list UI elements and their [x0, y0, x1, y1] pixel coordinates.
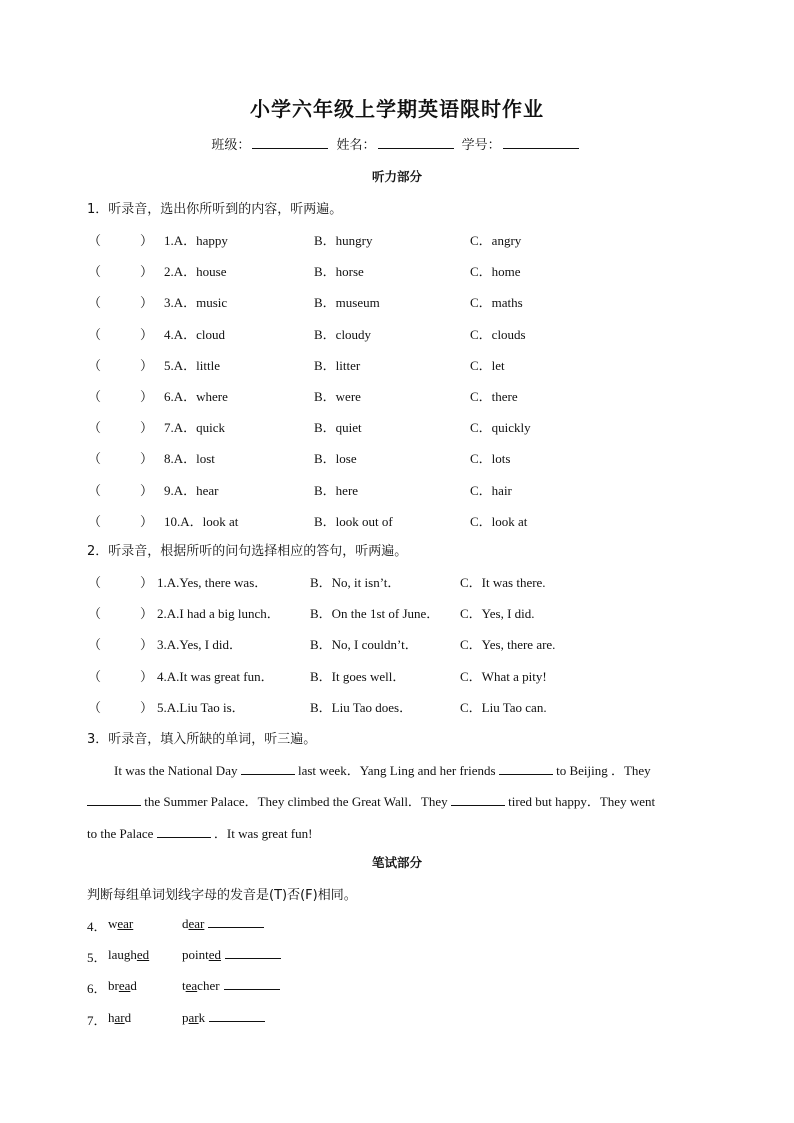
fill-blank-4[interactable]: [451, 794, 505, 806]
option-a: 10.A．look at: [164, 513, 239, 529]
underlined-letters: ea: [185, 978, 198, 994]
option-b: B．quiet: [314, 420, 362, 436]
option-c: C．quickly: [470, 420, 531, 436]
underlined-letters: ear: [117, 916, 134, 931]
answer-paren-close: ）: [140, 699, 154, 715]
fill-blank-3[interactable]: [87, 794, 141, 806]
question-row: [0, 697, 794, 717]
answer-paren-close: ）: [140, 606, 154, 622]
option-c: C．hair: [470, 482, 512, 498]
option-c: C．Yes, there are.: [460, 637, 556, 653]
name-blank[interactable]: [378, 136, 454, 149]
passage-text: the Summer Palace．They climbed the Great Wall．They: [144, 794, 448, 809]
option-b: B．hungry: [314, 233, 373, 248]
option-a: 6.A．where: [164, 389, 228, 404]
option-a: 1.A．happy: [164, 233, 228, 248]
listening-section-header: 听力部分: [371, 169, 422, 184]
question-row: [0, 261, 794, 281]
option-c: C．look at: [470, 513, 528, 529]
pronunciation-row: [0, 916, 794, 936]
option-c: C．It was there.: [460, 575, 546, 590]
part4-instruction: 判断每组单词划线字母的发音是(T)否(F)相同。: [87, 888, 357, 903]
answer-paren-open[interactable]: （: [88, 389, 102, 404]
underlined-letters: ear: [188, 916, 205, 931]
question-number: 5．: [87, 950, 107, 966]
passage-text: It was the National Day: [114, 763, 238, 778]
written-section-header: 笔试部分: [371, 855, 422, 870]
option-c: C．clouds: [470, 326, 526, 342]
option-c: C．Yes, I did.: [460, 606, 535, 622]
class-label: 班级：: [211, 138, 251, 153]
word-part: d: [130, 978, 137, 994]
word-2: [182, 916, 264, 932]
word-part: d: [124, 1009, 132, 1025]
word-1: [108, 1010, 131, 1026]
question-number: 4．: [87, 919, 107, 934]
question-number: 7．: [87, 1012, 107, 1028]
word-1: [108, 916, 133, 932]
student-info-line: [0, 134, 794, 153]
word-part: cher: [197, 978, 220, 994]
answer-blank[interactable]: [209, 1010, 265, 1022]
question-row: [0, 634, 794, 654]
question-number: 6．: [87, 981, 107, 997]
option-a: 5.A．little: [164, 357, 220, 373]
part2-heading: 2．听录音，根据所听的问句选择相应的答句，听两遍。: [87, 544, 408, 559]
answer-paren-close: ）: [140, 326, 154, 342]
option-b: B．here: [314, 482, 359, 498]
word-part: k: [198, 1009, 206, 1025]
word-part: t: [182, 978, 186, 994]
fill-blank-2[interactable]: [499, 763, 553, 775]
passage-text: tired but happy．They went: [508, 794, 656, 809]
option-b: B．litter: [314, 357, 361, 373]
pronunciation-row: [0, 978, 794, 998]
question-row: [0, 666, 794, 686]
option-a: 4.A.It was great fun．: [157, 668, 274, 684]
word-1: [108, 947, 149, 963]
word-part: br: [108, 978, 119, 994]
answer-paren-close: ）: [140, 389, 154, 404]
answer-paren-open[interactable]: （: [88, 699, 102, 715]
part1-heading: 1．听录音，选出你所听到的内容，听两遍。: [87, 202, 343, 217]
passage-line-2: [87, 791, 707, 810]
word-part: d: [182, 916, 189, 931]
option-b: B．were: [314, 389, 361, 404]
question-row: [0, 511, 794, 531]
answer-paren-open[interactable]: （: [88, 606, 102, 622]
name-label: 姓名：: [336, 138, 376, 153]
answer-paren-open[interactable]: （: [88, 264, 102, 280]
word-2: [182, 1010, 265, 1026]
option-b: B．Liu Tao does．: [310, 699, 413, 715]
option-b: B．On the 1st of June．: [310, 606, 440, 622]
option-a: 8.A．lost: [164, 451, 215, 467]
answer-paren-close: ）: [140, 451, 154, 467]
option-a: 3.A.Yes, I did．: [157, 637, 242, 653]
underlined-letters: ed: [136, 947, 150, 963]
option-a: 4.A．cloud: [164, 326, 226, 342]
page-title: 小学六年级上学期英语限时作业: [250, 97, 544, 121]
class-blank[interactable]: [252, 136, 328, 149]
underlined-letters: ar: [114, 1009, 125, 1025]
option-b: B．It goes well．: [310, 668, 406, 684]
question-row: [0, 480, 794, 500]
question-row: [0, 417, 794, 437]
passage-text: ．It was great fun!: [213, 826, 313, 841]
option-a: 9.A．hear: [164, 482, 219, 498]
option-c: C．Liu Tao can.: [460, 699, 547, 715]
answer-paren-close: ）: [140, 233, 154, 248]
answer-paren-close: ）: [140, 482, 154, 498]
option-c: C．there: [470, 389, 518, 404]
pronunciation-row: [0, 947, 794, 967]
answer-paren-open[interactable]: （: [88, 326, 102, 342]
passage-text: to Beijing ．They: [556, 763, 651, 778]
fill-blank-5[interactable]: [157, 826, 211, 838]
answer-paren-close: ）: [140, 637, 154, 653]
option-a: 2.A．house: [164, 264, 227, 280]
answer-paren-close: ）: [140, 357, 154, 373]
word-part: laugh: [108, 947, 137, 963]
answer-paren-close: ）: [140, 575, 154, 590]
option-c: C．What a pity!: [460, 668, 547, 684]
option-b: B．No, it isn’t．: [310, 575, 401, 590]
option-c: C．angry: [470, 233, 522, 248]
word-part: point: [182, 947, 209, 963]
question-row: [0, 230, 794, 250]
answer-paren-close: ）: [140, 668, 154, 684]
option-c: C．lots: [470, 451, 511, 467]
answer-paren-open[interactable]: （: [88, 295, 102, 311]
answer-paren-open[interactable]: （: [88, 451, 102, 467]
option-b: B．museum: [314, 295, 380, 311]
word-part: p: [182, 1009, 189, 1025]
passage-line-3: [87, 823, 707, 842]
answer-paren-close: ）: [140, 513, 154, 529]
part3-heading: 3．听录音，填入所缺的单词，听三遍。: [87, 732, 317, 747]
option-a: 5.A.Liu Tao is．: [157, 699, 245, 715]
passage-text: to the Palace: [87, 826, 154, 841]
option-b: B．lose: [314, 451, 357, 467]
word-2: [182, 978, 280, 994]
question-row: [0, 386, 794, 406]
option-a: 3.A．music: [164, 295, 228, 311]
word-2: [182, 947, 281, 963]
pronunciation-row: [0, 1010, 794, 1030]
option-a: 1.A.Yes, there was．: [157, 575, 268, 590]
answer-paren-open[interactable]: （: [88, 482, 102, 498]
answer-paren-open[interactable]: （: [88, 637, 102, 653]
word-1: [108, 978, 137, 994]
answer-paren-close: ）: [140, 264, 154, 280]
question-row: [0, 572, 794, 592]
word-part: h: [108, 1009, 115, 1025]
option-b: B．No, I couldn’t．: [310, 637, 418, 653]
underlined-letters: ea: [118, 978, 131, 994]
question-row: [0, 324, 794, 344]
question-row: [0, 603, 794, 623]
option-c: C．maths: [470, 295, 523, 311]
option-a: 7.A．quick: [164, 420, 226, 436]
answer-paren-open[interactable]: （: [88, 357, 102, 373]
passage-line-1: [114, 760, 734, 779]
word-part: w: [108, 916, 118, 931]
passage-text: last week．Yang Ling and her friends: [297, 763, 496, 778]
question-row: [0, 448, 794, 468]
underlined-letters: ar: [188, 1009, 199, 1025]
answer-blank[interactable]: [224, 978, 280, 990]
option-a: 2.A.I had a big lunch．: [157, 606, 280, 622]
answer-blank[interactable]: [208, 916, 264, 928]
option-c: C．let: [470, 357, 505, 373]
answer-paren-open[interactable]: （: [88, 668, 102, 684]
option-c: C．home: [470, 264, 521, 280]
answer-paren-close: ）: [140, 295, 154, 311]
option-b: B．look out of: [314, 513, 393, 529]
fill-blank-1[interactable]: [241, 763, 295, 775]
underlined-letters: ed: [208, 947, 222, 963]
option-b: B．horse: [314, 264, 364, 280]
question-row: [0, 355, 794, 375]
answer-paren-open[interactable]: （: [88, 575, 102, 590]
answer-paren-open[interactable]: （: [88, 513, 102, 529]
number-label: 学号：: [461, 138, 501, 153]
answer-paren-close: ）: [140, 420, 154, 436]
number-blank[interactable]: [503, 136, 579, 149]
option-b: B．cloudy: [314, 326, 372, 342]
answer-paren-open[interactable]: （: [88, 420, 102, 436]
answer-blank[interactable]: [225, 947, 281, 959]
answer-paren-open[interactable]: （: [88, 233, 102, 248]
question-row: [0, 292, 794, 312]
